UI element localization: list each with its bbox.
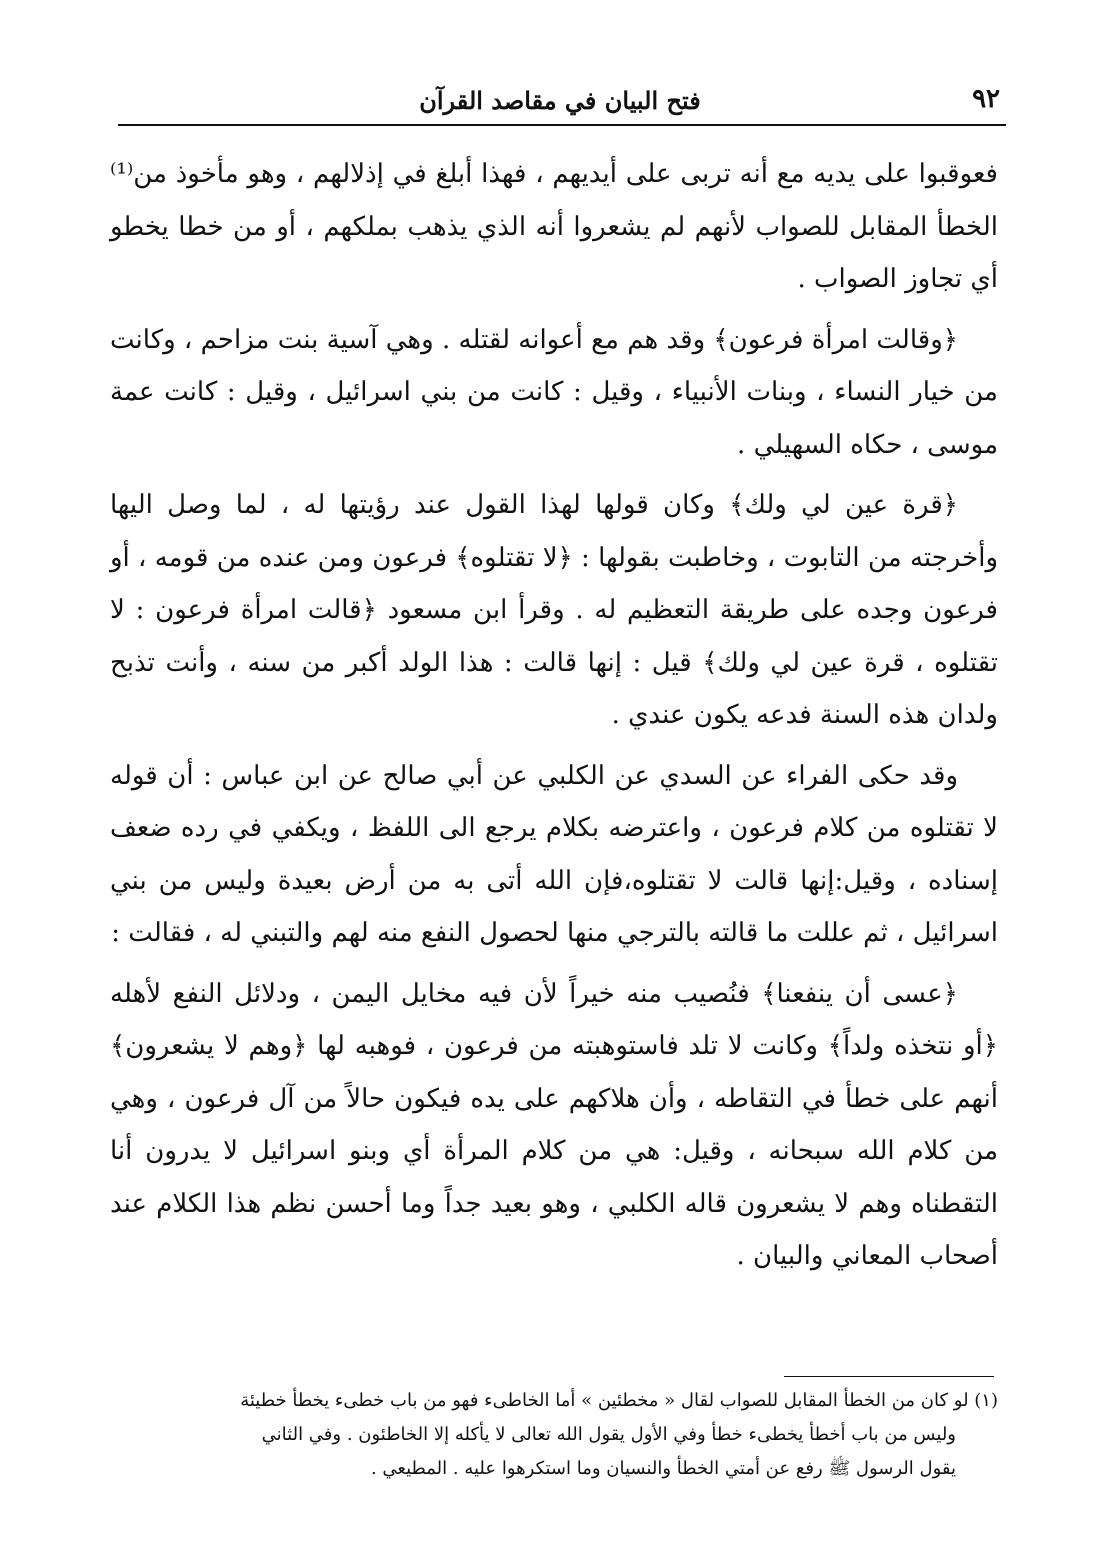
footnote-line-1: (١) لو كان من الخطأ المقابل للصواب لقال « مخطئين » أما الخاطىء فهو من باب خطىء يخطأ خطيئة [240, 1390, 998, 1411]
paragraph-1: فعوقبوا على يديه مع أنه تربى على أيديهم ، فهذا أبلغ في إذلالهم ، وهو مأخوذ من⁽¹⁾ الخطأ المقابل للصواب لأنهم لم يشعروا أنه الذي يذهب بملكهم ، أو من خطا يخطو أي تجاوز الصواب . [110, 159, 998, 294]
footnote-rule [784, 1376, 994, 1377]
footnote-line-3: يقول الرسول ﷺ رفع عن أمتي الخطأ والنسيان وما استكرهوا عليه . المطيعي . [370, 1458, 956, 1479]
footnote-line-2: وليس من باب أخطأ يخطىء خطأ وفي الأول يقول الله تعالى لا يأكله إلا الخاطئون . وفي الثاني [261, 1424, 956, 1445]
paragraph-5: ﴿عسى أن ينفعنا﴾ فنُصيب منه خيراً لأن فيه مخايل اليمن ، ودلائل النفع لأهله ﴿أو نتخذه ولداً﴾ وكانت لا تلد فاستوهبته من فرعون ، فوهبه لها ﴿وهم لا يشعرون﴾ أنهم على خطأ في التقاطه ، وأن هلاكهم على يده فيكون حالاً من آل فرعون ، وهي من كلام الله سبحانه ، وقيل: هي من كلام المرأة أي وبنو اسرائيل لا يدرون أنا التقطناه وهم لا يشعرون قاله الكلبي ، وهو بعيد جداً وما أحسن نظم هذا الكلام عند أصحاب المعاني والبيان . [110, 978, 998, 1271]
paragraph-3: ﴿قرة عين لي ولك﴾ وكان قولها لهذا القول عند رؤيتها له ، لما وصل اليها وأخرجته من التابوت ، وخاطبت بقولها : ﴿لا تقتلوه﴾ فرعون ومن عنده من قومه ، أو فرعون وجده على طريقة التعظيم له . وقرأ ابن مسعود ﴿قالت امرأة فرعون : لا تقتلوه ، قرة عين لي ولك﴾ قيل : إنها قالت : هذا الولد أكبر من سنه ، وأنت تذبح ولدان هذه السنة فدعه يكون عندي . [110, 490, 998, 730]
footnote [110, 1384, 998, 1486]
page-number: ٩٢ [972, 84, 1000, 114]
paragraph-2: ﴿وقالت امرأة فرعون﴾ وقد هم مع أعوانه لقتله . وهي آسية بنت مزاحم ، وكانت من خيار النساء ، وبنات الأنبياء ، وقيل : كانت من بني اسرائيل ، وقيل : كانت عمة موسى ، حكاه السهيلي . [110, 324, 998, 460]
running-title: فتح البيان في مقاصد القرآن [419, 86, 701, 115]
paragraph-4: وقد حكى الفراء عن السدي عن الكلبي عن أبي صالح عن ابن عباس : أن قوله لا تقتلوه من كلام فرعون ، واعترضه بكلام يرجع الى اللفظ ، ويكفي في رده ضعف إسناده ، وقيل:إنها قالت لا تقتلوه،فإن الله أتى به من أرض بعيدة وليس من بني اسرائيل ، ثم عللت ما قالته بالترجي منها لحصول النفع منه لهم والتبني له ، فقالت : [110, 760, 998, 948]
page-header [120, 78, 1000, 122]
body-text [110, 148, 998, 1291]
header-rule [118, 124, 1006, 126]
